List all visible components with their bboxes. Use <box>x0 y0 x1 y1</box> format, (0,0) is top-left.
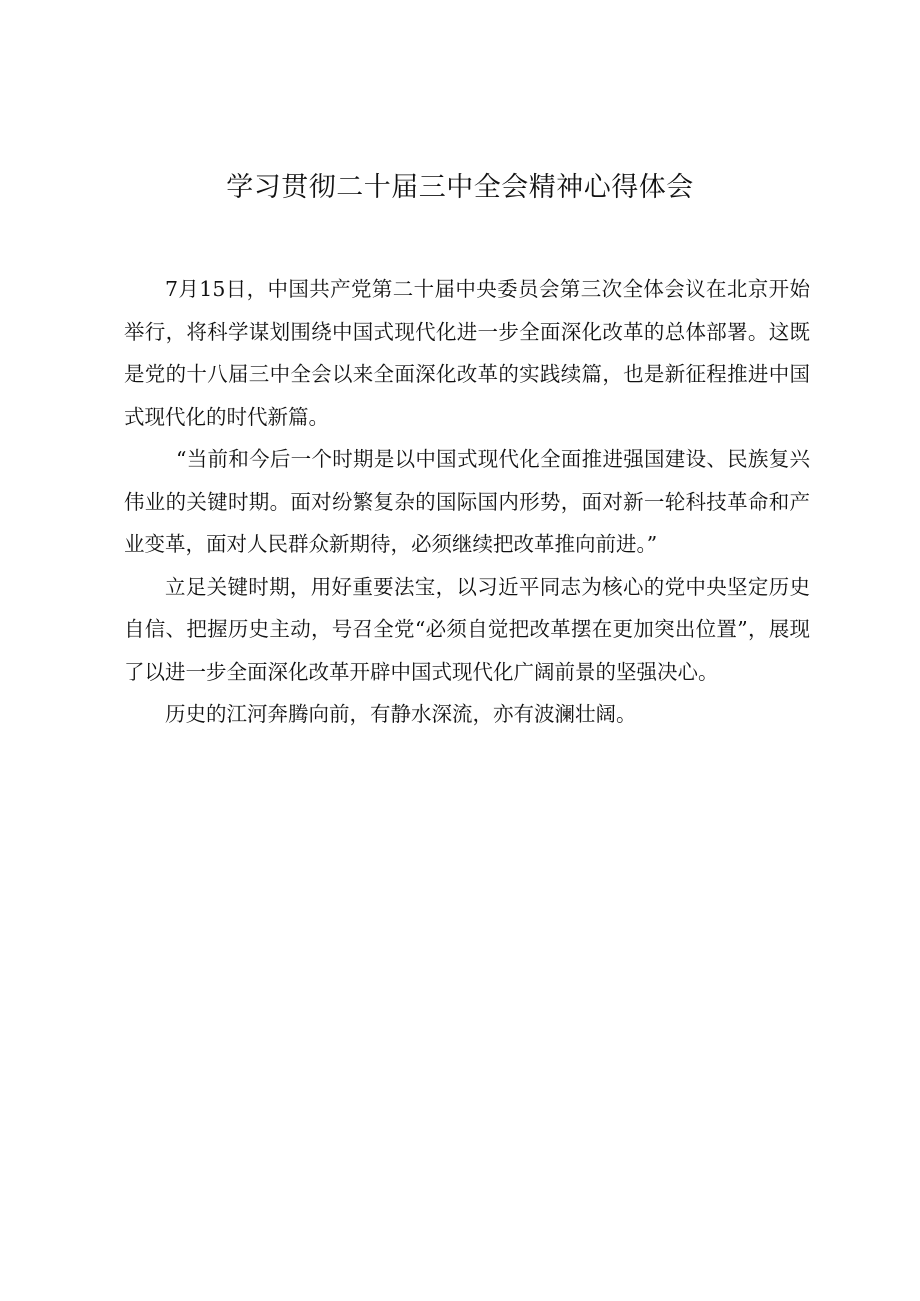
document-body <box>124 268 810 736</box>
paragraph-1: 7月15日，中国共产党第二十届中央委员会第三次全体会议在北京开始举行，将科学谋划围绕中国式现代化进一步全面深化改革的总体部署。这既是党的十八届三中全会以来全面深化改革的实践续篇，也是新征程推进中国式现代化的时代新篇。 <box>124 277 810 429</box>
paragraph-2-quote: “当前和今后一个时期是以中国式现代化全面推进强国建设、民族复兴伟业的关键时期。面对纷繁复杂的国际国内形势，面对新一轮科技革命和产业变革，面对人民群众新期待，必须继续把改革推向前进。” <box>124 447 810 556</box>
document-title: 学习贯彻二十届三中全会精神心得体会 <box>226 172 694 203</box>
paragraph-3: 立足关键时期，用好重要法宝，以习近平同志为核心的党中央坚定历史自信、把握历史主动，号召全党“必须自觉把改革摆在更加突出位置”，展现了以进一步全面深化改革开辟中国式现代化广阔前景的坚强决心。 <box>124 574 810 684</box>
paragraph-4: 历史的江河奔腾向前，有静水深流，亦有波澜壮阔。 <box>165 702 637 726</box>
